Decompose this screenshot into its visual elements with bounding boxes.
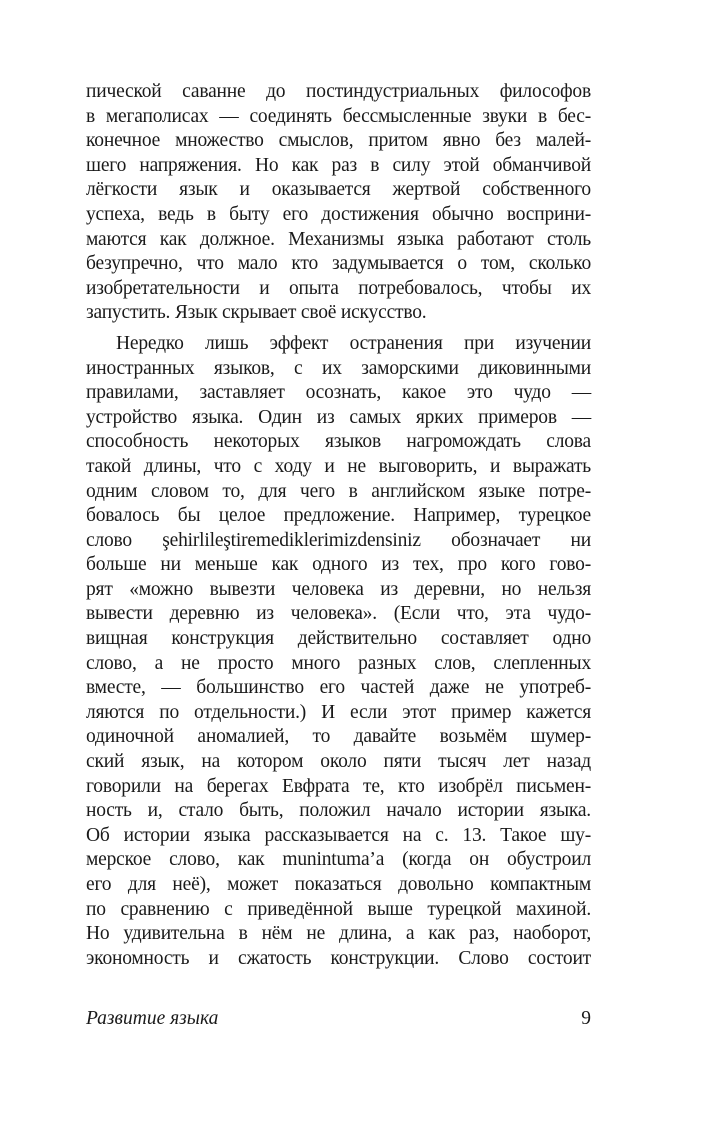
text-line: рят «можно вывезти человека из деревни, но нельзя [86,578,591,600]
text-line: запустить. Язык скрывает своё искусство. [86,302,427,324]
text-line: ность и, стало быть, положил начало истории языка. [86,800,591,822]
text-line: одиночной аномалией, то давайте возьмём шумер- [86,726,591,748]
text-line: конечное множество смыслов, притом явно без малей- [86,130,591,152]
text-line: Но удивительна в нём не длина, а как раз, наоборот, [86,923,591,945]
text-line: Нередко лишь эффект остранения при изучении [116,332,591,354]
text-line: бовалось бы целое предложение. Например, турецкое [86,505,591,527]
text-line: устройство языка. Один из самых ярких примеров — [86,406,591,428]
text-line: успеха, ведь в быту его достижения обычно восприни- [86,203,591,225]
text-line: ляются по отдельности.) И если этот пример кажется [86,701,591,723]
text-line: по сравнению с приведённой выше турецкой махиной. [86,898,591,920]
page-number: 9 [581,1008,591,1029]
text-line: слово, а не просто много разных слов, слепленных [86,652,591,674]
paragraph-2 [86,332,591,971]
text-line: шего напряжения. Но как раз в силу этой обманчивой [86,154,591,176]
text-line: иностранных языков, с их заморскими диковинными [86,357,591,379]
text-line: говорили на берегах Евфрата те, кто изобрёл письмен- [86,775,591,797]
text-line: ский язык, на котором около пяти тысяч лет назад [86,751,591,773]
text-line: слово şehirlileştiremediklerimizdensiniz обозначает ни [86,529,591,551]
text-line: одним словом то, для чего в английском языке потре- [86,480,591,502]
text-line: способность некоторых языков нагромождать слова [86,431,591,453]
text-line: маются как должное. Механизмы языка работают столь [86,228,591,250]
running-title: Развитие языка [86,1008,219,1029]
text-line: вместе, — большинство его частей даже не употреб- [86,677,591,699]
text-line: изобретательности и опыта потребовалось, чтобы их [86,277,591,299]
page-body [86,80,591,971]
text-line: его для неё), может показаться довольно компактным [86,874,591,895]
text-line: вищная конструкция действительно составляет одно [86,628,591,650]
text-line: вывести деревню из человека». (Если что, эта чудо- [86,603,591,625]
text-line: пической саванне до постиндустриальных философов [86,81,591,102]
text-line: экономность и сжатость конструкции. Слово состоит [86,947,591,969]
text-line: Об истории языка рассказывается на с. 13. Такое шу- [86,824,591,846]
text-line: лёгкости язык и оказывается жертвой собственного [86,179,591,201]
text-line: такой длины, что с ходу и не выговорить, и выражать [86,455,591,477]
page-footer [86,1007,591,1031]
paragraph-1 [86,80,591,326]
text-line: больше ни меньше как одного из тех, про кого гово- [86,554,591,576]
text-line: мерское слово, как munintuma’a (когда он обустроил [86,849,591,871]
text-line: правилами, заставляет осознать, какое это чудо — [86,382,591,404]
text-line: безупречно, что мало кто задумывается о том, сколько [86,253,591,275]
text-line: в мегаполисах — соединять бессмысленные звуки в бес- [86,105,591,127]
